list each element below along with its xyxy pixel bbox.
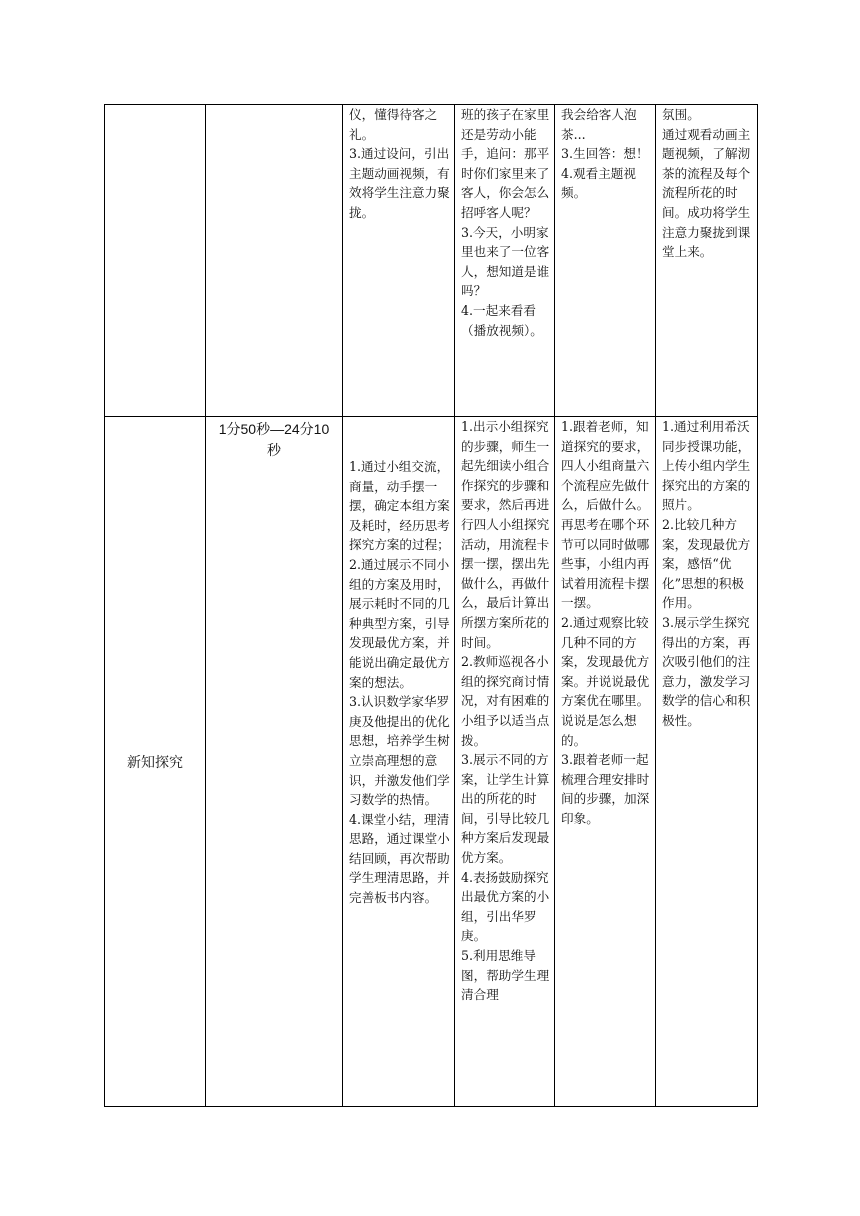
student-activity-cell	[555, 417, 656, 1107]
teacher-activity-cell	[455, 417, 555, 1107]
stage-cell	[105, 417, 206, 1107]
goals-paragraph: 仪，懂得待客之礼。	[349, 107, 438, 142]
teacher-paragraph: 1.出示小组探究的步骤，师生一起先细读小组合作探究的步骤和要求，然后再进行四人小组探究活动，用流程卡摆一摆，摆出先做什么，再做什么，最后计算出所摆方案所花的时间。	[461, 419, 550, 650]
intent-paragraph: 1.通过利用希沃同步授课功能，上传小组内学生探究出的方案的照片。	[662, 419, 751, 513]
teacher-paragraph: 2.教师巡视各小组的探究商讨情况，对有困难的小组予以适当点拨。	[461, 654, 550, 748]
goals-paragraph: 1.通过小组交流，商量，动手摆一摆，确定本组方案及耗时，经历思考探究方案的过程；	[349, 459, 450, 553]
teacher-paragraph: 3.展示不同的方案，让学生计算出的所花的时间，引导比较几种方案后发现最优方案。	[461, 752, 550, 866]
goals-cell	[343, 417, 455, 1107]
time-cell	[206, 105, 343, 417]
stage-label: 新知探究	[127, 754, 183, 771]
intent-paragraph: 2.比较几种方案，发现最优方案，感悟“优化”思想的积极作用。	[662, 516, 751, 611]
goals-paragraph: 2.通过展示不同小组的方案及用时，展示耗时不同的几种典型方案，引导发现最优方案，并能说出确定最优方案的想法。	[349, 556, 450, 690]
teacher-paragraph: 班的孩子在家里还是劳动小能手，追问：那平时你们家里来了客人，你会怎么招呼客人呢？	[461, 107, 550, 220]
intent-paragraph: 3.展示学生探究得出的方案，再次吸引他们的注意力，激发学习数学的信心和积极性。	[662, 614, 751, 728]
student-paragraph: 4.观看主题视频。	[561, 165, 636, 201]
student-paragraph: 1.跟着老师，知道探究的要求，四人小组商量六个流程应先做什么，后做什么。再思考在哪个环节可以同时做哪些事，小组内再试着用流程卡摆一摆。	[561, 419, 650, 611]
intent-paragraph: 通过观看动画主题视频，了解沏茶的流程及每个流程所花的时间。成功将学生注意力聚拢到课堂上来。	[662, 126, 751, 260]
stage-cell	[105, 105, 206, 417]
teacher-activity-cell	[455, 105, 555, 417]
time-cell	[206, 417, 343, 1107]
intent-paragraph: 氛围。	[662, 107, 700, 122]
teacher-paragraph: 5.利用思维导图，帮助学生理清合理	[461, 948, 550, 1003]
design-intent-cell	[656, 417, 758, 1107]
design-intent-cell	[656, 105, 758, 417]
goals-paragraph: 3.通过设问，引出主题动画视频，有效将学生注意力聚拢。	[349, 146, 450, 220]
student-activity-cell	[555, 105, 656, 417]
student-paragraph: 2.通过观察比较几种不同的方案，发现最优方案。并说说最优方案优在哪里。说说是怎么想的。	[561, 614, 650, 748]
student-paragraph: 3.跟着老师一起梳理合理安排时间的步骤，加深印象。	[561, 752, 650, 826]
student-paragraph: 我会给客人泡茶...	[561, 107, 637, 142]
table-row	[105, 417, 758, 1107]
goals-paragraph: 4.课堂小结，理清思路，通过课堂小结回顾，再次帮助学生理清思路，并完善板书内容。	[349, 811, 450, 906]
time-label: 1分50秒—24分10秒	[218, 421, 330, 458]
goals-paragraph: 3.认识数学家华罗庚及他提出的优化思想，培养学生树立崇高理想的意识，并激发他们学习数学的热情。	[349, 694, 450, 808]
teacher-paragraph: 3.今天，小明家里也来了一位客人，想知道是谁吗？	[461, 224, 550, 299]
teacher-paragraph: 4.表扬鼓励探究出最优方案的小组，引出华罗庚。	[461, 869, 550, 944]
student-paragraph: 3.生回答：想！	[561, 146, 649, 162]
goals-cell	[343, 105, 455, 417]
lesson-plan-table	[104, 104, 758, 1107]
table-row	[105, 105, 758, 417]
teacher-paragraph: 4.一起来看看（播放视频）。	[461, 302, 543, 338]
